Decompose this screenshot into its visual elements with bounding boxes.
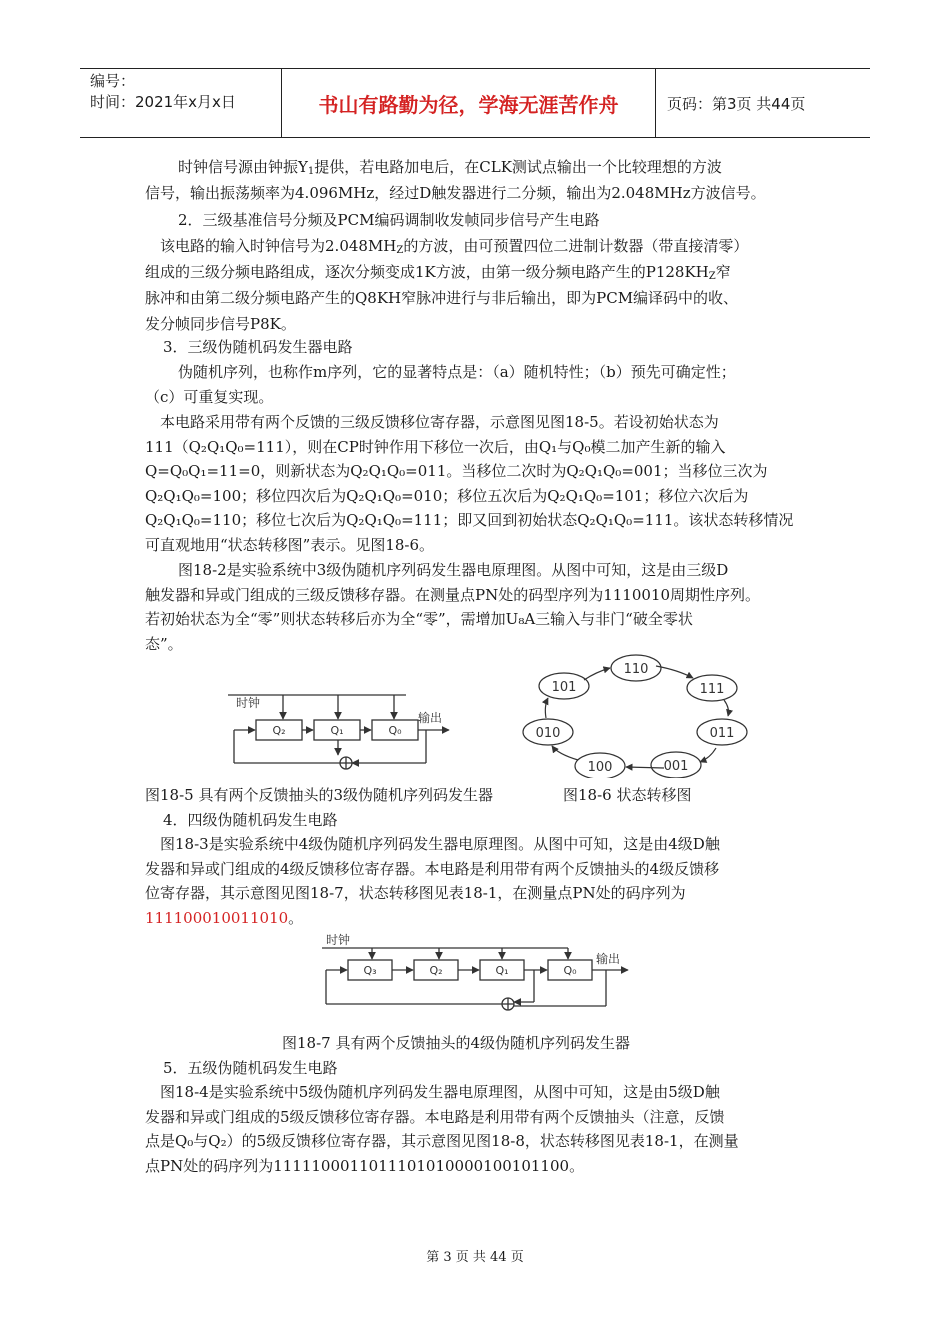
section-heading: 5．五级伪随机码发生电路: [163, 1059, 338, 1077]
text-line: Q₂Q₁Q₀=110；移位七次后为Q₂Q₁Q₀=111；即又回到初始状态Q₂Q₁Q₀=111。该状态转移情况: [145, 511, 794, 529]
register-q1: Q₁: [330, 724, 344, 737]
header-motto: 书山有路勤为径，学海无涯苦作舟: [282, 69, 656, 137]
state-node: 011: [709, 726, 735, 741]
figure-18-5-diagram: [228, 683, 453, 775]
figure-18-7-diagram: [322, 930, 632, 1014]
figure-18-6-caption: 图18-6 状态转移图: [563, 786, 692, 804]
register-q2: Q₂: [272, 724, 286, 737]
header-page-info: 页码：第3页 共44页: [667, 94, 806, 113]
register-q3: Q₃: [363, 964, 377, 977]
text-line: 组成的三级分频电路组成，逐次分频变成1K方波，由第一级分频电路产生的$P128KH_Z$窄: [145, 263, 731, 282]
text-line: 位寄存器，其示意图见图18-7，状态转移图见表18-1，在测量点PN处的码序列为: [145, 884, 686, 902]
clock-label: 时钟: [326, 933, 351, 947]
text-line: 图18-3是实验系统中4级伪随机序列码发生器电原理图。从图中可知，这是由4级D触: [160, 835, 720, 853]
text-line: 触发器和异或门组成的三级反馈移存器。在测量点PN处的码型序列为1110010周期性序列。: [145, 586, 761, 604]
text-line: 时钟信号源由钟振$Y_1$提供，若电路加电后，在CLK测试点输出一个比较理想的方波: [178, 158, 722, 177]
section-heading: 3．三级伪随机码发生器电路: [163, 338, 353, 356]
section-heading: 2．三级基准信号分频及PCM编码调制收发帧同步信号产生电路: [178, 211, 600, 229]
figure-18-6-state-diagram: [518, 650, 758, 778]
state-node: 100: [587, 760, 613, 775]
register-q1: Q₁: [495, 964, 509, 977]
date-label: 时间：2021年x月x日: [90, 93, 236, 111]
section-heading: 4．四级伪随机码发生电路: [163, 811, 338, 829]
text-line: 图18-2是实验系统中3级伪随机序列码发生器电原理图。从图中可知，这是由三级D: [178, 561, 729, 579]
text-line: 图18-4是实验系统中5级伪随机序列码发生器电原理图，从图中可知，这是由5级D触: [160, 1083, 720, 1101]
serial-label: 编号：: [90, 72, 136, 90]
state-node: 010: [535, 726, 561, 741]
register-q0: Q₀: [388, 724, 402, 737]
page-footer: 第 3 页 共 44 页: [426, 1250, 524, 1265]
text-line: 发器和异或门组成的5级反馈移位寄存器。本电路是利用带有两个反馈抽头（注意，反馈: [145, 1108, 725, 1126]
output-label: 输出: [418, 711, 443, 725]
text-line: 111（Q₂Q₁Q₀=111），则在CP时钟作用下移位一次后，由Q₁与Q₀模二加产生新的输入: [145, 438, 726, 456]
text-line: Q₂Q₁Q₀=100；移位四次后为Q₂Q₁Q₀=010；移位五次后为Q₂Q₁Q₀=101；移位六次后为: [145, 487, 749, 505]
clock-label: 时钟: [236, 696, 261, 710]
state-node: 101: [551, 680, 577, 695]
text-line: 信号，输出振荡频率为4.096MHz，经过D触发器进行二分频，输出为2.048MHz方波信号。: [145, 184, 766, 202]
text-line: 点是Q₀与Q₂）的5级反馈移位寄存器，其示意图见图18-8，状态转移图见表18-1，在测量: [145, 1132, 739, 1150]
text-line: 该电路的输入时钟信号为$2.048MH_Z$的方波，由可预置四位二进制计数器（带直接清零）: [160, 237, 749, 256]
text-line: 伪随机序列，也称作m序列，它的显著特点是：（a）随机特性；（b）预先可确定性；: [178, 363, 736, 381]
text-line: 发器和异或门组成的4级反馈移位寄存器。本电路是利用带有两个反馈抽头的4级反馈移: [145, 860, 720, 878]
text-line: 可直观地用“状态转移图”表示。见图18-6。: [145, 536, 435, 554]
text-line: Q=Q₀Q₁=11=0，则新状态为Q₂Q₁Q₀=011。当移位二次时为Q₂Q₁Q₀=001；当移位三次为: [145, 462, 768, 480]
figure-18-7-caption: 图18-7 具有两个反馈抽头的4级伪随机序列码发生器: [282, 1034, 631, 1052]
page-header: [80, 68, 870, 138]
text-line: 111100010011010。: [145, 909, 304, 927]
text-line: 本电路采用带有两个反馈的三级反馈移位寄存器，示意图见图18-5。若设初始状态为: [160, 413, 719, 431]
state-node: 110: [623, 662, 649, 677]
text-line: （c）可重复实现。: [145, 388, 274, 406]
output-label: 输出: [596, 952, 621, 966]
pn-sequence: 111100010011010: [145, 909, 289, 927]
text-line: 态”。: [145, 635, 183, 653]
text-line: 脉冲和由第二级分频电路产生的Q8KH窄脉冲进行与非后输出，即为PCM编译码中的收、: [145, 289, 739, 307]
header-meta: [80, 69, 282, 137]
state-node: 111: [699, 682, 725, 697]
text-line: 若初始状态为全“零”则状态转移后亦为全“零”，需增加U₈A三输入与非门“破全零状: [145, 610, 693, 628]
text-line: 发分帧同步信号P8K。: [145, 315, 296, 333]
register-q0: Q₀: [563, 964, 577, 977]
figure-18-5-caption: 图18-5 具有两个反馈抽头的3级伪随机序列码发生器: [145, 786, 494, 804]
text-line: 点PN处的码序列为1111100011011101010000100101100。: [145, 1157, 585, 1175]
register-q2: Q₂: [429, 964, 443, 977]
state-node: 001: [663, 759, 689, 774]
